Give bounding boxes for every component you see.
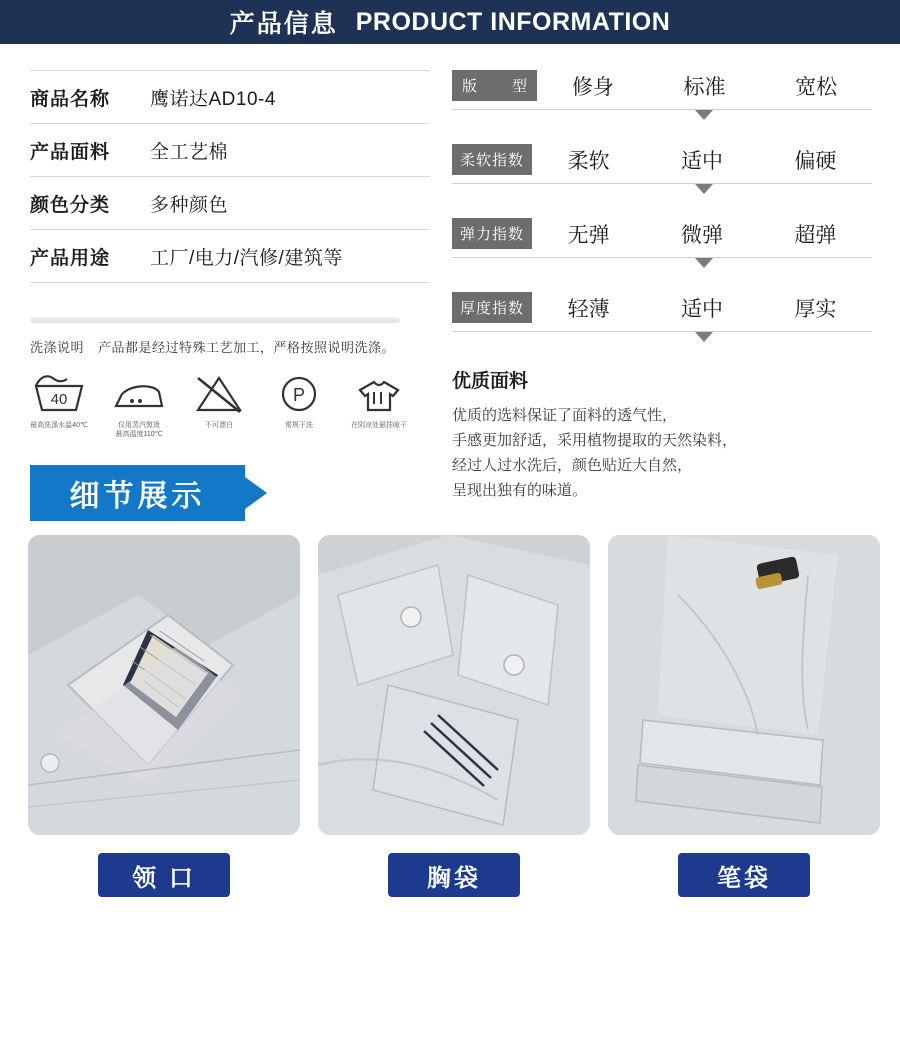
wash-item-caption: 最高洗涤水温40℃ [30, 422, 88, 429]
rating-label: 柔软指数 [452, 144, 532, 175]
rating-selected-arrow-icon [695, 110, 713, 120]
wash-item-caption: 在阴凉处悬挂晾干 [351, 422, 407, 429]
rating-option[interactable]: 无弹 [567, 223, 610, 247]
gallery-item [318, 535, 590, 897]
svg-text:40: 40 [50, 391, 68, 408]
spec-value: 多种颜色 [150, 194, 229, 216]
fabric-line: 呈现出独有的味道。 [452, 482, 588, 499]
divider [30, 317, 400, 323]
spec-label: 颜色分类 [30, 194, 111, 216]
right-column [430, 44, 900, 521]
rating-options [532, 293, 872, 323]
rating-row-elasticity [452, 218, 872, 270]
rating-option[interactable]: 轻薄 [567, 297, 610, 321]
wash-title [30, 337, 400, 356]
left-column [0, 44, 430, 521]
rating-option[interactable]: 宽松 [795, 75, 838, 99]
rating-selected-arrow-icon [695, 258, 713, 268]
rating-top [452, 70, 872, 110]
wash-item-caption [110, 421, 168, 439]
rating-label: 弹力指数 [452, 218, 532, 249]
rating-row-thickness [452, 292, 872, 344]
hang-dry-shade-icon [350, 370, 408, 416]
chest-pocket-detail-photo [318, 535, 590, 835]
dry-clean-p-icon [270, 370, 328, 416]
fabric-description [452, 403, 872, 503]
rating-label: 厚度指数 [452, 292, 532, 323]
header-title-cn: 产品信息 [229, 10, 338, 38]
gallery-item [608, 535, 880, 897]
table-row [30, 230, 430, 283]
no-bleach-icon [190, 370, 248, 416]
fabric-section-title: 优质面料 [452, 371, 529, 392]
rating-option[interactable]: 超弹 [794, 223, 837, 247]
wash-instructions [30, 317, 407, 439]
photo-caption-button[interactable]: 领 口 [98, 853, 230, 897]
fabric-line: 手感更加舒适，采用植物提取的天然染料， [452, 432, 738, 449]
table-row [30, 124, 430, 177]
rating-option[interactable]: 厚实 [794, 297, 837, 321]
fabric-line: 经过人过水洗后，颜色贴近大自然， [452, 457, 693, 474]
spec-value: 全工艺棉 [150, 141, 229, 163]
rating-row-fit [452, 70, 872, 122]
fabric-line: 优质的选料保证了面料的透气性， [452, 407, 678, 424]
wash-caption-line1: 仅用蒸汽熨烫 [118, 422, 160, 429]
rating-option[interactable]: 偏硬 [794, 149, 837, 173]
list-item [110, 370, 168, 439]
table-row [30, 177, 430, 230]
spec-value: 工厂/电力/汽修/建筑等 [150, 247, 343, 269]
rating-options [532, 145, 872, 175]
wash-item-caption: 常规干洗 [285, 422, 313, 429]
rating-top [452, 292, 872, 332]
table-row [30, 70, 430, 124]
spec-value: 鹰诺达AD10-4 [150, 88, 276, 110]
rating-option[interactable]: 柔软 [567, 149, 610, 173]
wash-title-text: 产品都是经过特殊工艺加工，严格按照说明洗涤。 [98, 340, 396, 355]
detail-banner-label: 细节展示 [69, 480, 206, 513]
rating-option[interactable]: 微弹 [681, 223, 723, 247]
header-title-en: PRODUCT INFORMATION [355, 7, 671, 36]
main-content [0, 44, 900, 521]
rating-label: 版 型 [452, 70, 537, 101]
rating-top [452, 144, 872, 184]
spec-label: 产品用途 [30, 247, 111, 269]
spec-label: 商品名称 [30, 88, 111, 110]
rating-top [452, 218, 872, 258]
rating-option[interactable]: 标准 [683, 75, 726, 99]
spec-label: 产品面料 [30, 141, 111, 163]
pen-pocket-detail-photo [608, 535, 880, 835]
wash-item-caption: 不可漂白 [205, 422, 233, 429]
rating-indicator-track [452, 258, 872, 270]
rating-option[interactable]: 适中 [681, 149, 723, 173]
wash-caption-line2: 最高温度110℃ [115, 431, 163, 438]
detail-photo-gallery [0, 535, 900, 897]
photo-caption-button[interactable]: 胸袋 [388, 853, 520, 897]
svg-text:P: P [292, 385, 306, 405]
list-item [350, 370, 408, 439]
rating-indicator-track [452, 110, 872, 122]
rating-indicator-track [452, 184, 872, 196]
wash-title-lead: 洗涤说明 [30, 340, 85, 355]
rating-option[interactable]: 适中 [681, 297, 723, 321]
rating-row-softness [452, 144, 872, 196]
spec-table [30, 70, 430, 283]
list-item [30, 370, 88, 439]
list-item [190, 370, 248, 439]
rating-options [537, 71, 872, 101]
gallery-item [28, 535, 300, 897]
rating-selected-arrow-icon [695, 184, 713, 194]
wash-tub-40-icon [30, 370, 88, 416]
rating-options [532, 219, 872, 249]
rating-indicator-track [452, 332, 872, 344]
page-header [0, 0, 900, 44]
rating-option[interactable]: 修身 [571, 75, 614, 99]
rating-selected-arrow-icon [695, 332, 713, 342]
wash-icon-list [30, 370, 407, 439]
collar-detail-photo [28, 535, 300, 835]
detail-display-banner [30, 465, 245, 521]
iron-steam-icon [110, 370, 168, 416]
list-item [270, 370, 328, 439]
photo-caption-button[interactable]: 笔袋 [678, 853, 810, 897]
